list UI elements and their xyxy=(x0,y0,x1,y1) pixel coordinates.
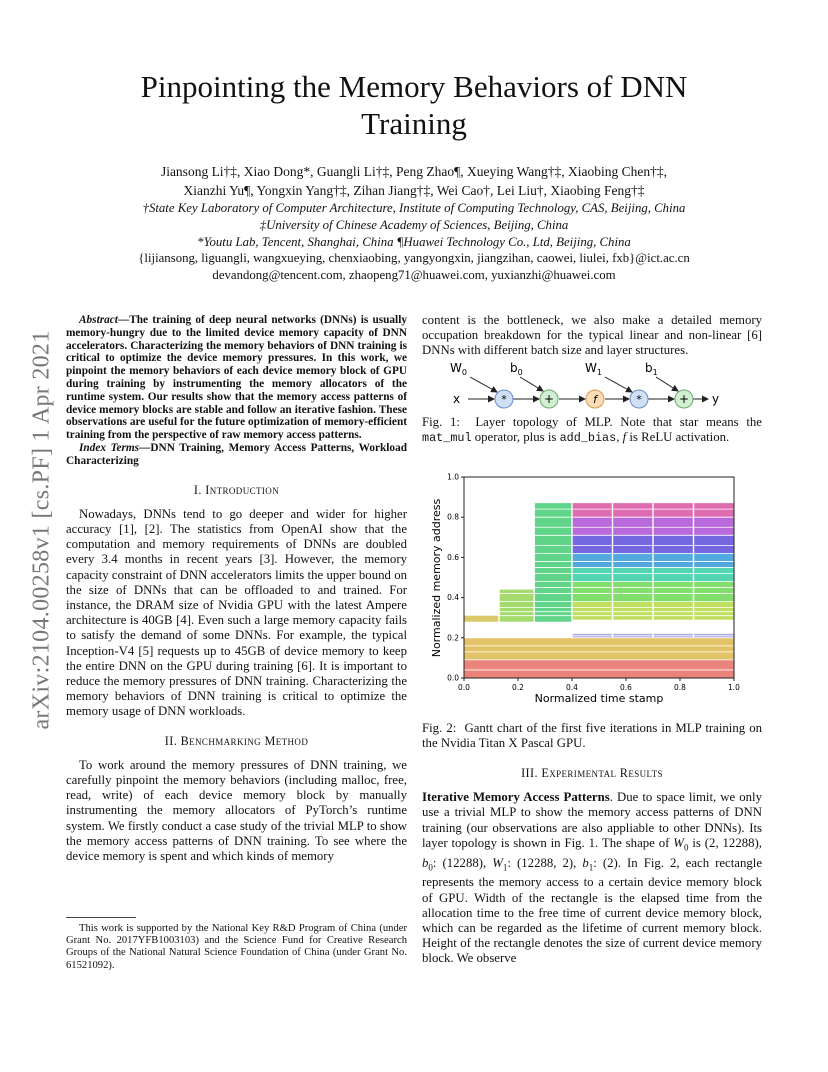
footnote-rule xyxy=(66,917,136,918)
footnote: This work is supported by the National Key R&D Program of China (under Grant No. 2017YFB1003103) and the Science Fund for Creative Research Groups of the National Natural Science Foundation of China (under Grant No. 61521092). xyxy=(66,923,407,971)
y-tick-label: 0.6 xyxy=(447,552,459,562)
gantt-blocks xyxy=(464,503,734,678)
x-tick-label: 0.0 xyxy=(458,683,470,692)
abstract xyxy=(66,314,407,442)
gantt-block xyxy=(464,638,734,660)
svg-text:*: * xyxy=(636,393,642,406)
results-b0-sub: 0 xyxy=(428,862,433,873)
right-top-paragraph xyxy=(422,313,762,359)
y-axis-label: Normalized memory address xyxy=(430,498,443,658)
fig2-caption-label: Fig. 2: xyxy=(422,721,457,735)
method-paragraph: To work around the memory pressures of DNN training, we carefully pinpoint the memory behaviors (including malloc, free, read, write) of each device memory block by manually instrumenting the memory allocators of PyTorch’s runtime system. We firstly conduct a case study of the trivial MLP to show the memory access patterns of DNN training. To see where the device memory is spent and which kinds of memory xyxy=(66,757,407,864)
emails-line-2: devandong@tencent.com, zhaopeng71@huawei.com, yuxianzhi@huawei.com xyxy=(212,268,616,282)
index-terms-label: Index Terms xyxy=(79,441,140,454)
index-terms-text: —DNN Training, Memory Access Patterns, Workload Characterizing xyxy=(66,441,407,467)
right-bottom-column xyxy=(422,766,762,967)
figure-2-caption xyxy=(422,721,762,751)
fig1-caption-part-d: is ReLU activation. xyxy=(626,430,730,445)
title-line-1: Pinpointing the Memory Behaviors of DNN xyxy=(140,69,688,104)
y-tick-label: 0.8 xyxy=(447,512,459,522)
section-3-title: Experimental Results xyxy=(541,766,663,780)
section-2-number: II. xyxy=(164,733,178,748)
footnote-block xyxy=(66,917,407,972)
authors-line-2: Xianzhi Yu¶, Yongxin Yang†‡, Zihan Jiang†‡, Wei Cao†, Lei Liu†, Xiaobing Feng†‡ xyxy=(183,183,645,198)
x-tick-label: 1.0 xyxy=(728,683,740,692)
results-text-e: : (2). In Fig. 2, each rectangle represents the memory access to a certain device memory block of GPU. Width of the rectangle is the elapsed time from the allocation time to the free time of current device memory block, which can be regarded as the lifetime of current memory block. Height of the rectangle denotes the size of current device memory block. We observe xyxy=(422,855,763,966)
y-tick-label: 0.0 xyxy=(447,673,459,683)
gantt-block xyxy=(499,590,534,622)
results-w0-sub: 0 xyxy=(683,842,689,853)
section-3-number: III. xyxy=(521,766,538,780)
fig1-caption-part-c: , xyxy=(616,430,623,445)
section-3-heading xyxy=(422,766,762,781)
fig1-label-y: y xyxy=(712,392,720,406)
figure-1-diagram xyxy=(440,358,740,416)
section-1-title: Introduction xyxy=(205,482,280,497)
title-line-2: Training xyxy=(361,106,467,141)
arxiv-identifier xyxy=(22,300,62,760)
fig1-caption-label: Fig. 1: xyxy=(422,415,460,429)
figure-2-gantt-chart xyxy=(426,468,756,710)
figure-1-caption xyxy=(422,415,762,446)
section-2-title: Benchmarking Method xyxy=(180,733,309,748)
left-column xyxy=(66,314,407,864)
gantt-block xyxy=(464,660,734,678)
affiliation-3: *Youtu Lab, Tencent, Shanghai, China ¶Huawei Technology Co., Ltd, Beijing, China xyxy=(197,235,631,249)
fig1-label-w1: $W_1$ xyxy=(585,361,602,377)
authors-line-1: Jiansong Li†‡, Xiao Dong*, Guangli Li†‡, Peng Zhao¶, Xueying Wang†‡, Xiaobing Chen†‡, xyxy=(160,164,668,179)
svg-text:f: f xyxy=(593,393,597,406)
fig1-node-relu xyxy=(586,390,604,408)
svg-text:+: + xyxy=(543,392,555,406)
results-text-b: is (2, 12288), xyxy=(688,835,762,850)
affiliation-1: †State Key Laboratory of Computer Architecture, Institute of Computing Technology, CAS, Beijing, China xyxy=(142,201,686,215)
fig1-node-mul-2 xyxy=(630,390,648,408)
fig1-caption-code-1: mat_mul xyxy=(422,431,472,446)
fig1-caption-part-b: operator, plus is xyxy=(471,430,560,445)
right-top-text: content is the bottleneck, we also make a detailed memory occupation breakdown for the typical linear and non-linear [6] DNNs with different batch size and layer structures. xyxy=(422,313,762,358)
results-text-c: : (12288), xyxy=(432,855,493,870)
svg-text:+: + xyxy=(678,392,690,406)
abstract-label: Abstract xyxy=(79,314,118,326)
results-b0: b xyxy=(422,855,429,870)
results-bold-heading: Iterative Memory Access Patterns xyxy=(422,790,610,805)
x-tick-label: 0.8 xyxy=(674,683,686,692)
fig1-label-x: x xyxy=(453,392,461,406)
x-axis-label: Normalized time stamp xyxy=(534,692,664,705)
results-w1: W xyxy=(492,855,503,870)
results-text-a: . Due to space limit, we only use a trivial MLP to show the memory access patterns of DNN training (our observations are also appliable to other DNNs). Its layer topology is shown in Fig. 1. The shape of xyxy=(422,790,762,850)
gantt-block xyxy=(534,503,572,622)
emails-line-1: {lijiansong, liguangli, wangxueying, chenxiaobing, yangyongxin, jiangzihan, caowei, liulei, fxb}@ict.ac.cn xyxy=(138,251,690,265)
section-1-heading xyxy=(66,483,407,498)
x-tick-label: 0.6 xyxy=(620,683,632,692)
results-w1-sub: 1 xyxy=(502,862,508,873)
y-tick-label: 0.2 xyxy=(447,633,459,643)
section-1-number: I. xyxy=(193,482,202,497)
y-tick-label: 0.4 xyxy=(447,593,459,603)
section-2-heading xyxy=(66,734,407,749)
abstract-text: —The training of deep neural networks (DNNs) is usually memory-hungry due to the limited device memory capacity of DNN accelerators. Characterizing the memory behaviors of DNN training is critical to optimize the device memory pressures. In this work, we pinpoint the memory behaviors of each device memory block of GPU during training by instrumenting the memory allocators of the runtime system. Our results show that the memory access patterns of device memory blocks are stable and follow an iterative fashion. These observations are useful for the future optimization of memory-efficient training from the perspective of raw memory access patterns. xyxy=(66,314,407,442)
x-tick-label: 0.4 xyxy=(566,683,578,692)
fig1-node-add-2 xyxy=(675,390,693,408)
fig1-node-mul-1 xyxy=(495,390,513,408)
results-w0: W xyxy=(673,835,684,850)
fig1-label-w0: $W_0$ xyxy=(450,361,467,377)
fig2-caption-text: Gantt chart of the first five iterations in MLP training on the Nvidia Titan X Pascal GPU. xyxy=(422,721,762,751)
fig1-caption-code-2: add_bias xyxy=(559,431,617,446)
affiliation-2: ‡University of Chinese Academy of Sciences, Beijing, China xyxy=(259,218,569,232)
fig1-label-b0: $b_0$ xyxy=(510,361,523,377)
y-tick-label: 1.0 xyxy=(447,472,459,482)
gantt-block xyxy=(464,616,499,622)
fig1-node-add-1 xyxy=(540,390,558,408)
paper-title xyxy=(90,68,738,142)
author-list xyxy=(90,162,738,200)
results-text-d: : (12288, 2), xyxy=(507,855,583,870)
fig1-caption-f: f xyxy=(622,430,627,445)
fig1-caption-part-a: Layer topology of MLP. Note that star means the xyxy=(475,415,762,429)
svg-text:*: * xyxy=(501,393,507,406)
results-paragraph xyxy=(422,790,762,966)
results-b1-sub: 1 xyxy=(588,862,594,873)
arxiv-identifier-text: arXiv:2104.00258v1 [cs.PF] 1 Apr 2021 xyxy=(28,330,55,730)
results-b1: b xyxy=(582,855,589,870)
intro-paragraph: Nowadays, DNNs tend to go deeper and wider for higher accuracy [1], [2]. The statistics from OpenAI show that the computation and memory requirements of DNNs are doubled every 3.4 months in recent years [3]. However, the memory capacity constraint of DNN accelerators limits the upper bound on the size of DNNs that can be offloaded to and trained. For instance, the DRAM size of Nvidia GPU with the latest Ampere architecture is 40GB [4]. Even such a large memory capacity fails to satisfy the demand of some DNNs. For example, the typical Inception-V4 [5] requests up to 45GB of device memory to keep the entire DNN on the GPU during training [6]. It is important to reduce the memory pressures of DNN training. Characterizing the memory behaviors of DNN training is critical to optimize the memory usage of DNN workloads. xyxy=(66,506,407,719)
x-tick-label: 0.2 xyxy=(512,683,524,692)
index-terms xyxy=(66,442,407,468)
fig1-label-b1: $b_1$ xyxy=(645,361,658,377)
